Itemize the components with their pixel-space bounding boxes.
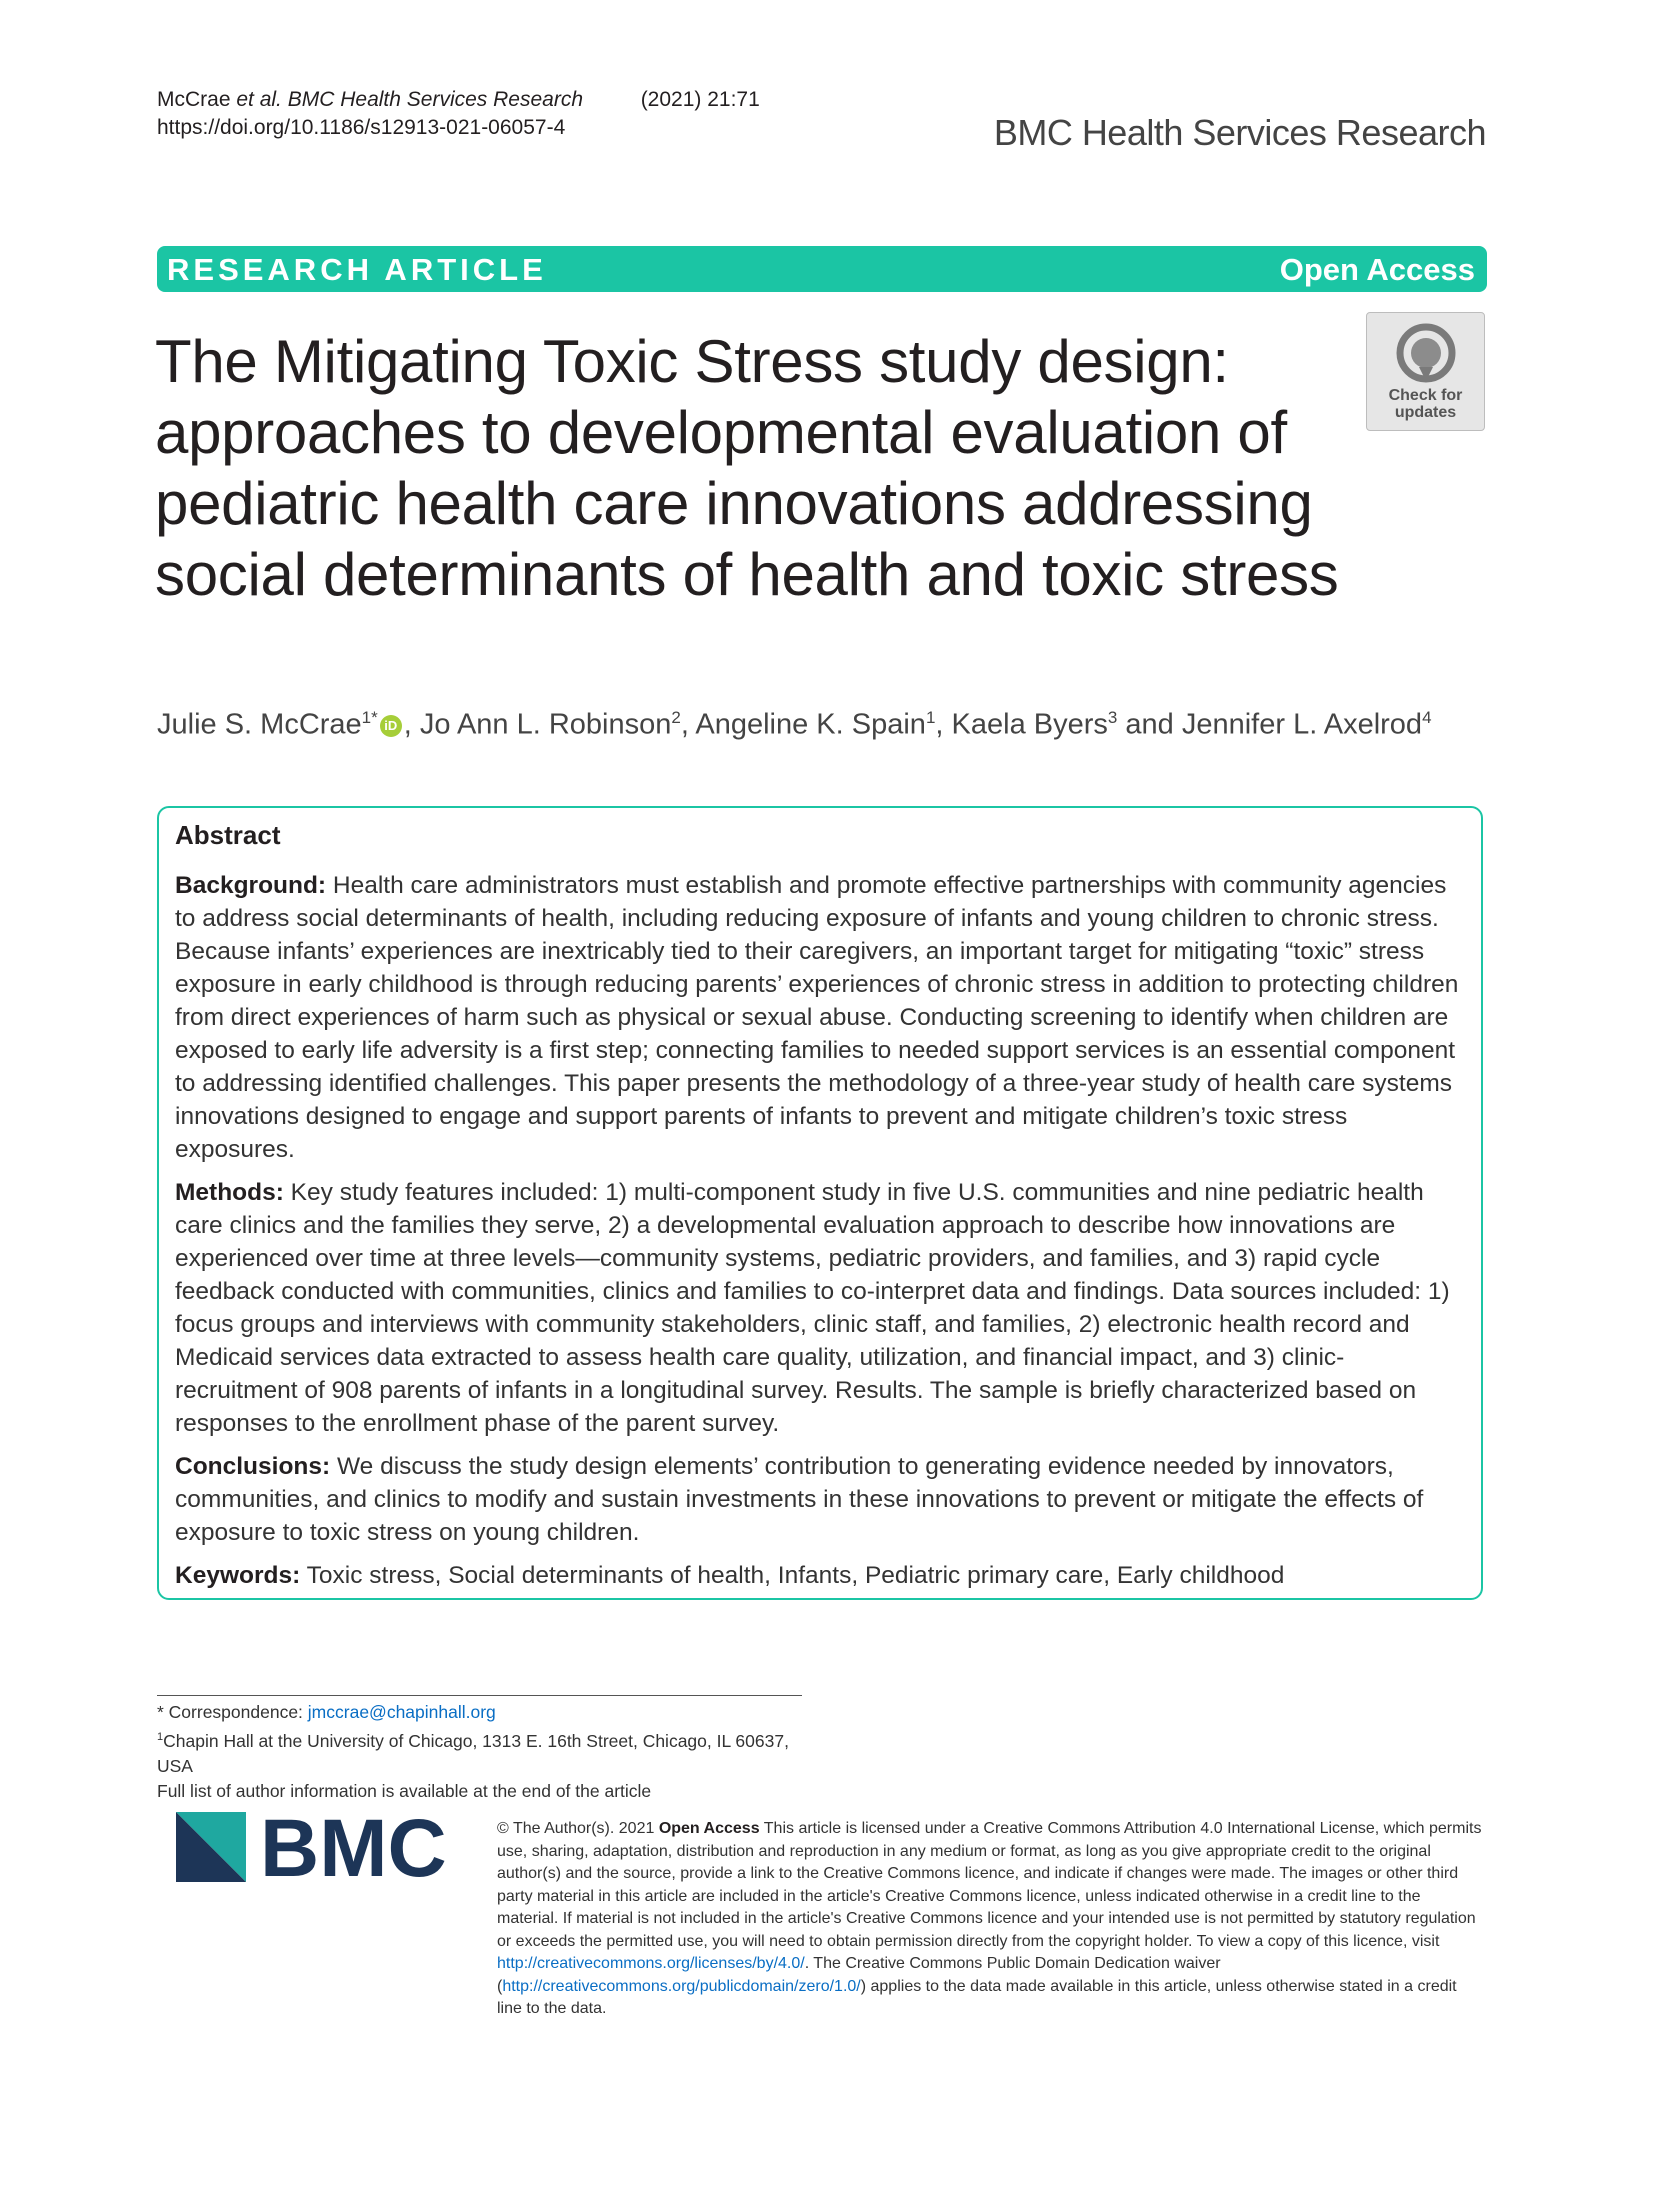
author-info-note: Full list of author information is available at the end of the article (157, 1780, 652, 1801)
license-link-zero[interactable]: http://creativecommons.org/publicdomain/zero/1.0/ (502, 1977, 861, 1995)
journal-name: BMC Health Services Research (993, 112, 1486, 153)
author-name: , Kaela Byers (935, 708, 1108, 741)
citation-author: McCrae (157, 88, 231, 111)
doi-link[interactable]: https://doi.org/10.1186/s12913-021-06057-4 (157, 116, 566, 139)
license-prefix: © The Author(s). 2021 (497, 1820, 659, 1837)
check-updates-line2: updates (1394, 404, 1457, 421)
check-updates-icon (1394, 323, 1458, 385)
background-text: Health care administrators must establish and promote effective partnerships with community agencies to address social determinants of health, including reducing exposure of infants and young children to chronic stress. Because infants’ experiences are inextricably tied to their caregivers, an important target for mitigating “toxic” stress exposure in early childhood is through reducing parents’ experiences of chronic stress in addition to protecting children from direct experiences of harm such as physical or sexual abuse. Conducting screening to identify when children are exposed to early life adversity is a first step; connecting families to needed support services is an essential component to addressing identified challenges. This paper presents the methodology of a three-year study of health care systems innovations designed to engage and support parents of infants to prevent and mitigate children’s toxic stress exposures. (175, 872, 1459, 1163)
abstract-conclusions (175, 1450, 1465, 1549)
affiliation-text: Chapin Hall at the University of Chicago, 1313 E. 16th Street, Chicago, IL 60637, USA (157, 1730, 789, 1776)
abstract-background (175, 869, 1465, 1166)
abstract-heading: Abstract (175, 820, 281, 850)
background-label: Background: (175, 872, 327, 899)
author-list (157, 708, 1432, 742)
footnote-divider (157, 1695, 802, 1696)
conclusions-text: We discuss the study design elements’ contribution to generating evidence needed by innovators, communities, and clinics to modify and sustain investments in these innovations to prevent or mitigate the effects of exposure to toxic stress on young children. (175, 1453, 1424, 1546)
correspondence-email-link[interactable]: jmccrae@chapinhall.org (307, 1702, 496, 1722)
citation-header (157, 86, 760, 142)
author-affiliation-sup: 1 (925, 708, 936, 727)
author-name: , Jo Ann L. Robinson (403, 708, 672, 741)
citation-volume: (2021) 21:71 (640, 88, 760, 111)
author-affiliation-sup: 3 (1107, 708, 1118, 727)
license-text-3: ) applies to the data made available in this article, unless otherwise stated in a credit line to the data. (497, 1977, 1457, 2017)
bmc-logo (176, 1812, 466, 1892)
open-access-label: Open Access (1279, 252, 1475, 287)
license-statement (497, 1818, 1482, 2021)
license-text-2: . The Creative Commons Public Domain Dedication waiver ( (497, 1955, 1221, 1995)
logo-text: BMC (260, 1812, 447, 1892)
check-for-updates-badge[interactable] (1366, 312, 1485, 431)
keywords-text: Toxic stress, Social determinants of health, Infants, Pediatric primary care, Early childhood (300, 1562, 1285, 1589)
author-affiliation-sup: 1* (361, 708, 378, 727)
article-type-banner (157, 246, 1487, 292)
license-open-access: Open Access (658, 1820, 760, 1837)
keywords-label: Keywords: (175, 1562, 301, 1589)
abstract-box (157, 806, 1483, 1600)
conclusions-label: Conclusions: (175, 1453, 331, 1480)
license-text-1: This article is licensed under a Creative Commons Attribution 4.0 International License, which permits use, sharing, adaptation, distribution and reproduction in any medium or format, as long as you give appropriate credit to the original author(s) and the source, provide a link to the Creative Commons licence, and indicate if changes were made. The images or other third party material in this article are included in the article's Creative Commons licence, unless indicated otherwise in a credit line to the material. If material is not included in the article's Creative Commons licence and your intended use is not permitted by statutory regulation or exceeds the permitted use, you will need to obtain permission directly from the copyright holder. To view a copy of this licence, visit (497, 1820, 1482, 1950)
author-name: and Jennifer L. Axelrod (1117, 708, 1423, 741)
author-affiliation-sup: 2 (671, 708, 681, 727)
author-affiliation-sup: 4 (1422, 708, 1432, 727)
abstract-keywords (175, 1559, 1465, 1592)
author-name: Julie S. McCrae (157, 708, 362, 741)
correspondence-label: * Correspondence: (157, 1702, 308, 1722)
author-name: , Angeline K. Spain (680, 708, 926, 741)
affiliation-sup: 1 (157, 1731, 164, 1743)
check-updates-line1: Check for (1388, 387, 1463, 404)
methods-text: Key study features included: 1) multi-component study in five U.S. communities and nine pediatric health care clinics and the families they serve, 2) a developmental evaluation approach to describe how innovations are experienced over time at three levels—community systems, pediatric providers, and families, and 3) rapid cycle feedback conducted with communities, clinics and families to co-interpret data and findings. Data sources included: 1) focus groups and interviews with community stakeholders, clinic staff, and families, 2) electronic health record and Medicaid services data extracted to assess health care quality, utilization, and financial impact, and 3) clinic-recruitment of 908 parents of infants in a longitudinal survey. Results. The sample is briefly characterized based on responses to the enrollment phase of the parent survey. (175, 1179, 1450, 1437)
citation-journal: et al. BMC Health Services Research (236, 88, 583, 111)
orcid-icon[interactable]: iD (380, 715, 402, 737)
article-type-label: RESEARCH ARTICLE (167, 252, 547, 287)
footnotes (157, 1700, 807, 1804)
methods-label: Methods: (175, 1179, 284, 1206)
abstract-methods (175, 1176, 1465, 1440)
article-title: The Mitigating Toxic Stress study design: approaches to developmental evaluation of pediatric health care innovations addressing social determinants of health and toxic stress (155, 328, 1339, 608)
license-link-by[interactable]: http://creativecommons.org/licenses/by/4.0/ (497, 1955, 805, 1972)
